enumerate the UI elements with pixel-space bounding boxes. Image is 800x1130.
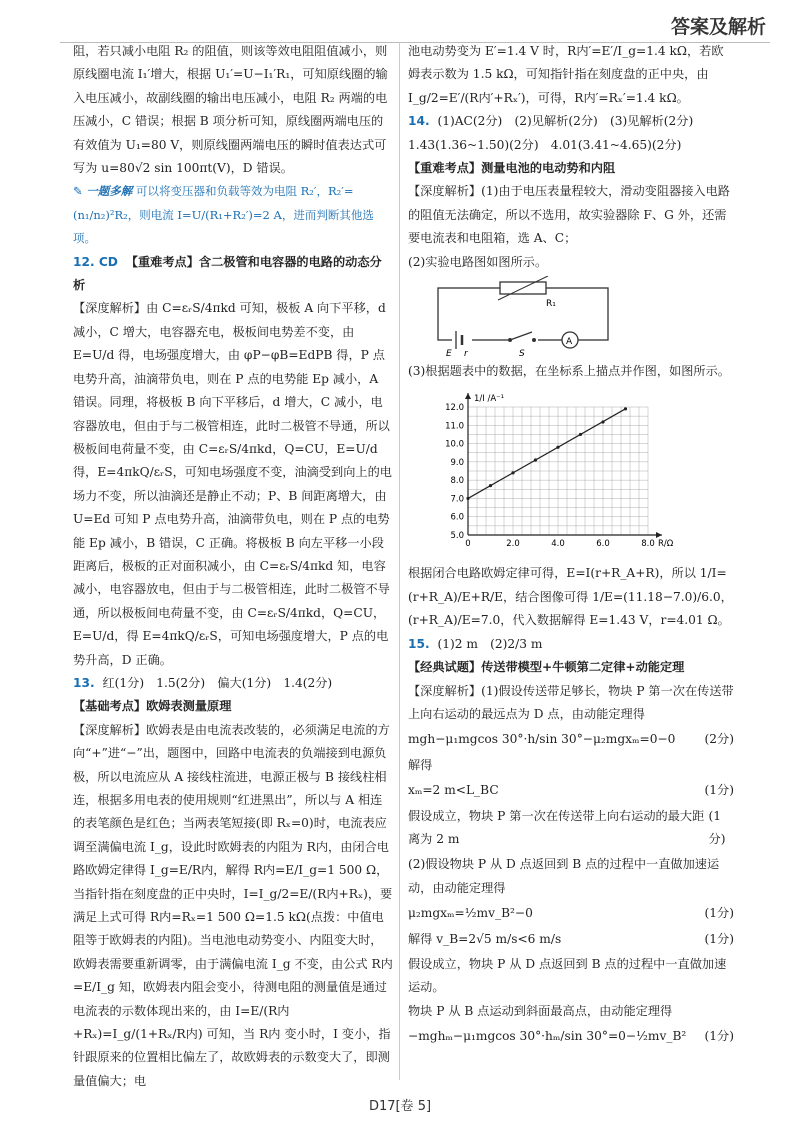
r-label: r <box>464 349 468 359</box>
data-point <box>511 472 514 475</box>
q15-answers: (1)2 m (2)2/3 m <box>437 636 543 651</box>
x-axis-label: R/Ω <box>658 539 674 550</box>
circuit-diagram <box>428 276 628 358</box>
q15-equation-1: mgh−μ₁mgcos 30°·h/sin 30°−μ₂mgxₘ=0−0 (2分) <box>408 728 734 751</box>
q15-analysis-5: 物块 P 从 B 点运动到斜面最高点，由动能定理得 <box>408 1003 673 1018</box>
x-tick-label: 0 <box>465 539 471 550</box>
q14-analysis-1: 【深度解析】(1)由于电压表量程较大，滑动变阻器接入电路的阻值无法确定，所以不选用，故实验器除 F、G 外，还需要电流表和电阻箱，选 A、C； <box>408 184 730 246</box>
q14-analysis-2: (2)实验电路图如图所示。 <box>408 254 548 269</box>
score: (2分) <box>704 732 734 747</box>
tip-title: 一题多解 <box>86 184 133 199</box>
data-point <box>489 484 492 487</box>
score: (1分) <box>708 808 726 846</box>
q15-topic: 【经典试题】传送带模型+牛顿第二定律+动能定理 <box>408 660 685 675</box>
q15-equation-2: xₘ=2 m<L_BC (1分) <box>408 779 734 802</box>
r1-label: R₁ <box>546 299 556 310</box>
q13-continuation: 池电动势变为 E′=1.4 V 时，R内′=E′/I_g=1.4 kΩ，若欧姆表示数为 1.5 kΩ，可知指针指在刻度盘的正中央，由 I_g/2=E′/(R内′+Rₓ′)，可得，R内′=Rₓ′=1.4 kΩ。 <box>408 44 724 105</box>
switch-label: S <box>519 349 525 359</box>
q13-topic: 【基础考点】欧姆表测量原理 <box>73 699 232 714</box>
q13-analysis: 【深度解析】欧姆表是由电流表改装的，必须满足电流的方向“+”进“−”出，题图中，回路中电流表的负端接到电源负极，所以电流应从 A 接线柱流进，电源正极与 B 接线柱相连，根据多用电表的使用规则“红进黑出”，所以与 A 相连的表笔颜色是红色；当两表笔短接(即 Rₓ=0)时，电流表应调至满偏电流 I_g，设此时欧姆表的内阻为 R内，由闭合电路欧姆定律得 I_g=E/R内，解得 R内=E/I_g=1 500 Ω，当指针指在刻度盘的正中央时，I=I_g/2=E/(R内+Rₓ)，要满足上式可得 R内=Rₓ=1 500 Ω=1.5 kΩ(点拨：中值电阻等于欧姆表的内阻)。当电池电动势变小、内阻变大时，欧姆表需要重新调零，由于满偏电流 I_g 不变，由公式 R内=E/I_g 知，欧姆表内阻会变小，待测电阻的测量值是通过电流表的示数体现出来的，由 I=E/(R内+Rₓ)=I_g/(1+Rₓ/R内) 可知，当 R内 变小时，I 变小，指针跟原来的位置相比偏左了，故欧姆表的示数变大了，即测量值偏大；电 <box>73 722 393 1088</box>
y-tick-label: 6.0 <box>450 513 464 524</box>
q15-equation-3: μ₂mgxₘ=½mv_B²−0 (1分) <box>408 902 734 925</box>
score: (1分) <box>704 931 734 946</box>
q14-topic: 【重难考点】测量电池的电动势和内阻 <box>408 161 616 176</box>
e-label: E <box>446 349 452 359</box>
q13-header <box>73 672 393 695</box>
q14-number: 14. <box>408 114 430 129</box>
pencil-icon: ✎ <box>73 184 83 199</box>
left-column <box>73 40 393 1093</box>
header-title: 答案及解析 <box>670 16 766 38</box>
data-point <box>624 408 627 411</box>
y-tick-label: 7.0 <box>450 494 464 505</box>
column-divider <box>399 42 400 1080</box>
q15-analysis-2: 假设成立，物块 P 第一次在传送带上向右运动的最大距离为 2 m (1分) <box>408 805 734 852</box>
q15-equation-5: −mghₘ−μ₁mgcos 30°·hₘ/sin 30°=0−½mv_B² (1分) <box>408 1025 734 1048</box>
q14-analysis-3: (3)根据题表中的数据，在坐标系上描点并作图，如图所示。 <box>408 364 730 379</box>
y-axis-arrow-icon <box>465 393 471 399</box>
q14-answers: (1)AC(2分) (2)见解析(2分) (3)见解析(2分) 1.43(1.36~1.50)(2分) 4.01(3.41~4.65)(2分) <box>408 114 706 152</box>
x-tick-label: 4.0 <box>551 539 565 550</box>
q15-analysis-4: 假设成立，物块 P 从 D 点返回到 B 点的过程中一直做加速运动。 <box>408 956 727 995</box>
score: (1分) <box>704 906 734 921</box>
q15-number: 15. <box>408 636 430 651</box>
q12-analysis: 【深度解析】由 C=εᵣS/4πkd 可知，极板 A 向下平移，d 减小，C 增大，电容器充电，极板间电势差不变，由 E=U/d 得，电场强度增大，由 φP−φB=EdPB 得，P 点电势升高，油滴带负电，则在 P 点的电势能 Ep 减小，A 错误。同理，将极板 B 向下平移后，d 增大，C 减小，电容器放电，但由于与二极管相连，此时二极管不导通，所以极板间电荷量不变，由 C=εᵣS/4πkd，Q=CU，E=U/d 得，E=4πkQ/εᵣS，可知电场强度不变，油滴受到向上的电场力不变，所以油滴还是静止不动；P、B 间距离增大，由 U=Ed 可知 P 点电势升高，油滴带负电，则在 P 点的电势能 Ep 减小，B 错误，C 正确。将极板 B 向左平移一小段距离后，极板的正对面积减小，由 C=εᵣS/4πkd 知，电容减小，电容器放电，但由于与二极管相连，此时二极管不导通，所以极板间电荷量不变，由 C=εᵣS/4πkd，Q=CU，E=U/d，得 E=4πkQ/εᵣS，可知电场强度增大，P 点的电势升高，D 正确。 <box>73 301 392 667</box>
q14-header <box>408 110 734 157</box>
y-tick-label: 8.0 <box>450 476 464 487</box>
q12-header <box>73 251 393 298</box>
q15-header <box>408 633 734 656</box>
x-tick-label: 6.0 <box>596 539 610 550</box>
data-point <box>466 497 469 500</box>
q15-equation-4: 解得 v_B=2√5 m/s<6 m/s (1分) <box>408 928 734 951</box>
data-point <box>534 459 537 462</box>
tip-text: 可以将变压器和负载等效为电阻 R₂′，R₂′=(n₁/n₂)²R₂，则电流 I=U/(R₁+R₂′)=2 A，进而判断其他选项。 <box>73 184 374 246</box>
y-tick-label: 5.0 <box>450 531 464 542</box>
x-tick-label: 8.0 <box>641 539 655 550</box>
y-tick-label: 11.0 <box>445 421 464 432</box>
score: (1分) <box>704 1029 734 1044</box>
x-tick-label: 2.0 <box>506 539 520 550</box>
tip-block <box>73 180 393 250</box>
q13-answers: 红(1分) 1.5(2分) 偏大(1分) 1.4(2分) <box>102 675 333 690</box>
q15-analysis-3: (2)假设物块 P 从 D 点返回到 B 点的过程中一直做加速运动，由动能定理得 <box>408 857 720 895</box>
y-tick-label: 9.0 <box>450 458 464 469</box>
q14-analysis-4: 根据闭合电路欧姆定律可得，E=I(r+R_A+R)，所以 1/I=(r+R_A)/E+R/E，结合图像可得 1/E=(11.18−7.0)/6.0，(r+R_A)/E=7.0，代入数据解得 E=1.43 V，r=4.01 Ω。 <box>408 566 733 628</box>
score: (1分) <box>704 783 734 798</box>
data-point <box>556 446 559 449</box>
q15-analysis-1: 【深度解析】(1)假设传送带足够长，物块 P 第一次在传送带上向右运动的最远点为 D 点，由动能定理得 <box>408 683 734 721</box>
data-point <box>579 433 582 436</box>
inverse-current-chart <box>428 385 688 560</box>
x-axis-arrow-icon <box>656 532 662 538</box>
page-footer: D17[卷 5] <box>368 1099 432 1114</box>
ammeter-label: A <box>566 337 573 348</box>
q12-number: 12. CD <box>73 254 118 269</box>
data-point <box>601 421 604 424</box>
y-axis-label: 1/I /A⁻¹ <box>474 394 505 405</box>
y-tick-label: 12.0 <box>445 403 464 414</box>
y-tick-label: 10.0 <box>445 440 464 451</box>
q13-number: 13. <box>73 675 95 690</box>
q11-continuation: 阻，若只减小电阻 R₂ 的阻值，则该等效电阻阻值减小，则原线圈电流 I₁′增大，根据 U₁′=U−I₁′R₁，可知原线圈的输入电压减小，故副线圈的输出电压减小，电阻 R₂ 两端的电压减小，C 错误；根据 B 项分析可知，原线圈两端电压的有效值为 U₁=80 V，则原线圈两端电压的瞬时值表达式可写为 u=80√2 sin 100πt(V)，D 错误。 <box>73 44 388 176</box>
right-column <box>408 40 734 1051</box>
q15-solve-label: 解得 <box>408 757 433 772</box>
q12-topic: 【重难考点】含二极管和电容器的电路的动态分析 <box>73 254 382 293</box>
